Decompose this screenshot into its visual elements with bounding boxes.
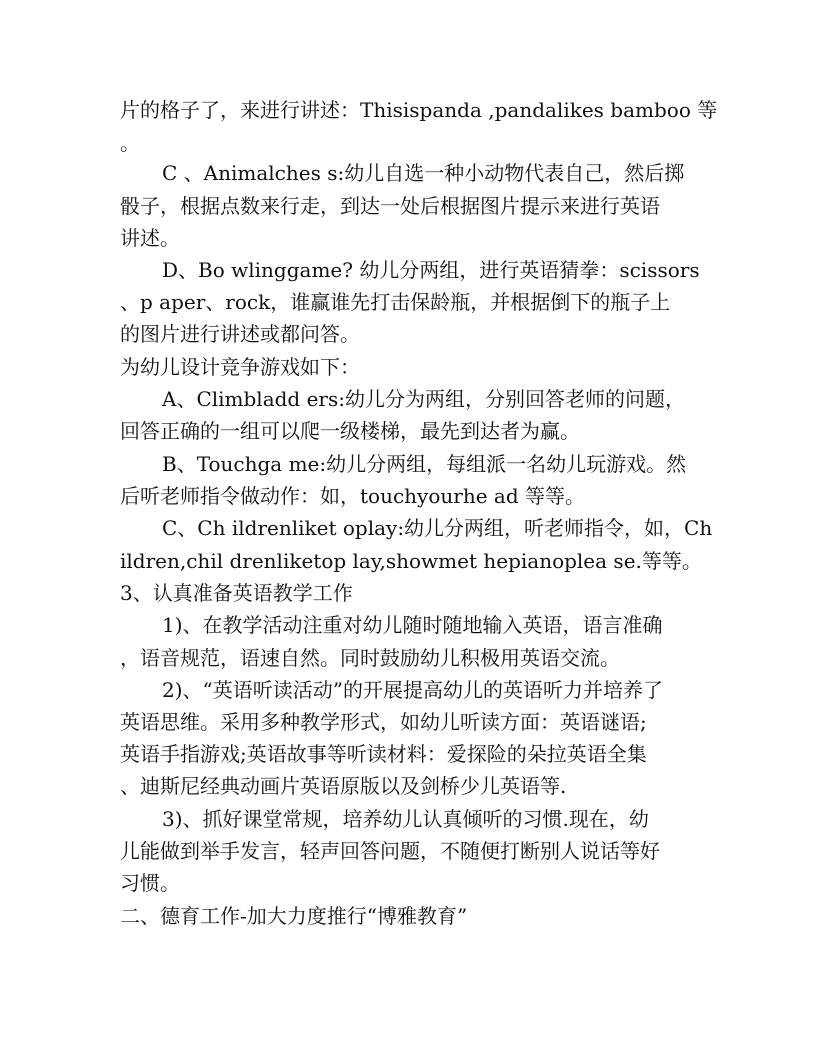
text-line: A、Climbladd ers:幼儿分为两组，分别回答老师的问题， <box>162 387 685 411</box>
text-line: 3、认真准备英语教学工作 <box>120 581 353 605</box>
text-line: 儿能做到举手发言，轻声回答问题，不随便打断别人说话等好 <box>120 839 660 863</box>
text-line: B、Touchga me:幼儿分两组，每组派一名幼儿玩游戏。然 <box>162 452 687 476</box>
text-line: 英语思维。采用多种教学形式，如幼儿听读方面：英语谜语; <box>120 710 647 734</box>
text-line: 片的格子了，来进行讲述：Thisispanda ,pandalikes bamboo 等 <box>120 98 718 122</box>
text-line: ildren,chil drenliketop lay,showmet hepianoplea se.等等。 <box>120 549 702 573</box>
section-heading: 二、德育工作-加大力度推行“博雅教育” <box>120 904 468 928</box>
text-line: 、p aper、rock，谁赢谁先打击保龄瓶，并根据倒下的瓶子上 <box>120 290 671 314</box>
text-line: 为幼儿设计竞争游戏如下： <box>120 355 360 379</box>
text-line: 。 <box>120 131 140 155</box>
text-line: ，语音规范，语速自然。同时鼓励幼儿积极用英语交流。 <box>120 646 620 670</box>
text-line: D、Bo wlinggame? 幼儿分两组，进行英语猜拳：scissors <box>162 258 700 282</box>
text-line: 骰子，根据点数来行走，到达一处后根据图片提示来进行英语 <box>120 194 660 218</box>
text-line: 习惯。 <box>120 871 180 895</box>
text-line: C 、Animalches s:幼儿自选一种小动物代表自己，然后掷 <box>162 161 685 185</box>
text-line: 后听老师指令做动作：如，touchyourhe ad 等等。 <box>120 484 585 508</box>
text-line: 讲述。 <box>120 226 180 250</box>
text-line: 英语手指游戏;英语故事等听读材料：爱探险的朵拉英语全集 <box>120 742 647 766</box>
text-line: 回答正确的一组可以爬一级楼梯，最先到达者为赢。 <box>120 419 580 443</box>
text-line: 的图片进行讲述或都问答。 <box>120 322 360 346</box>
text-line: C、Ch ildrenliket oplay:幼儿分两组，听老师指令，如，Ch <box>162 516 713 540</box>
text-line: 3)、抓好课堂常规，培养幼儿认真倾听的习惯.现在，幼 <box>162 807 649 831</box>
text-line: 2)、“英语听读活动”的开展提高幼儿的英语听力并培养了 <box>162 678 663 702</box>
text-line: 1)、在教学活动注重对幼儿随时随地输入英语，语言准确 <box>162 613 663 637</box>
text-line: 、迪斯尼经典动画片英语原版以及剑桥少儿英语等. <box>120 774 567 798</box>
